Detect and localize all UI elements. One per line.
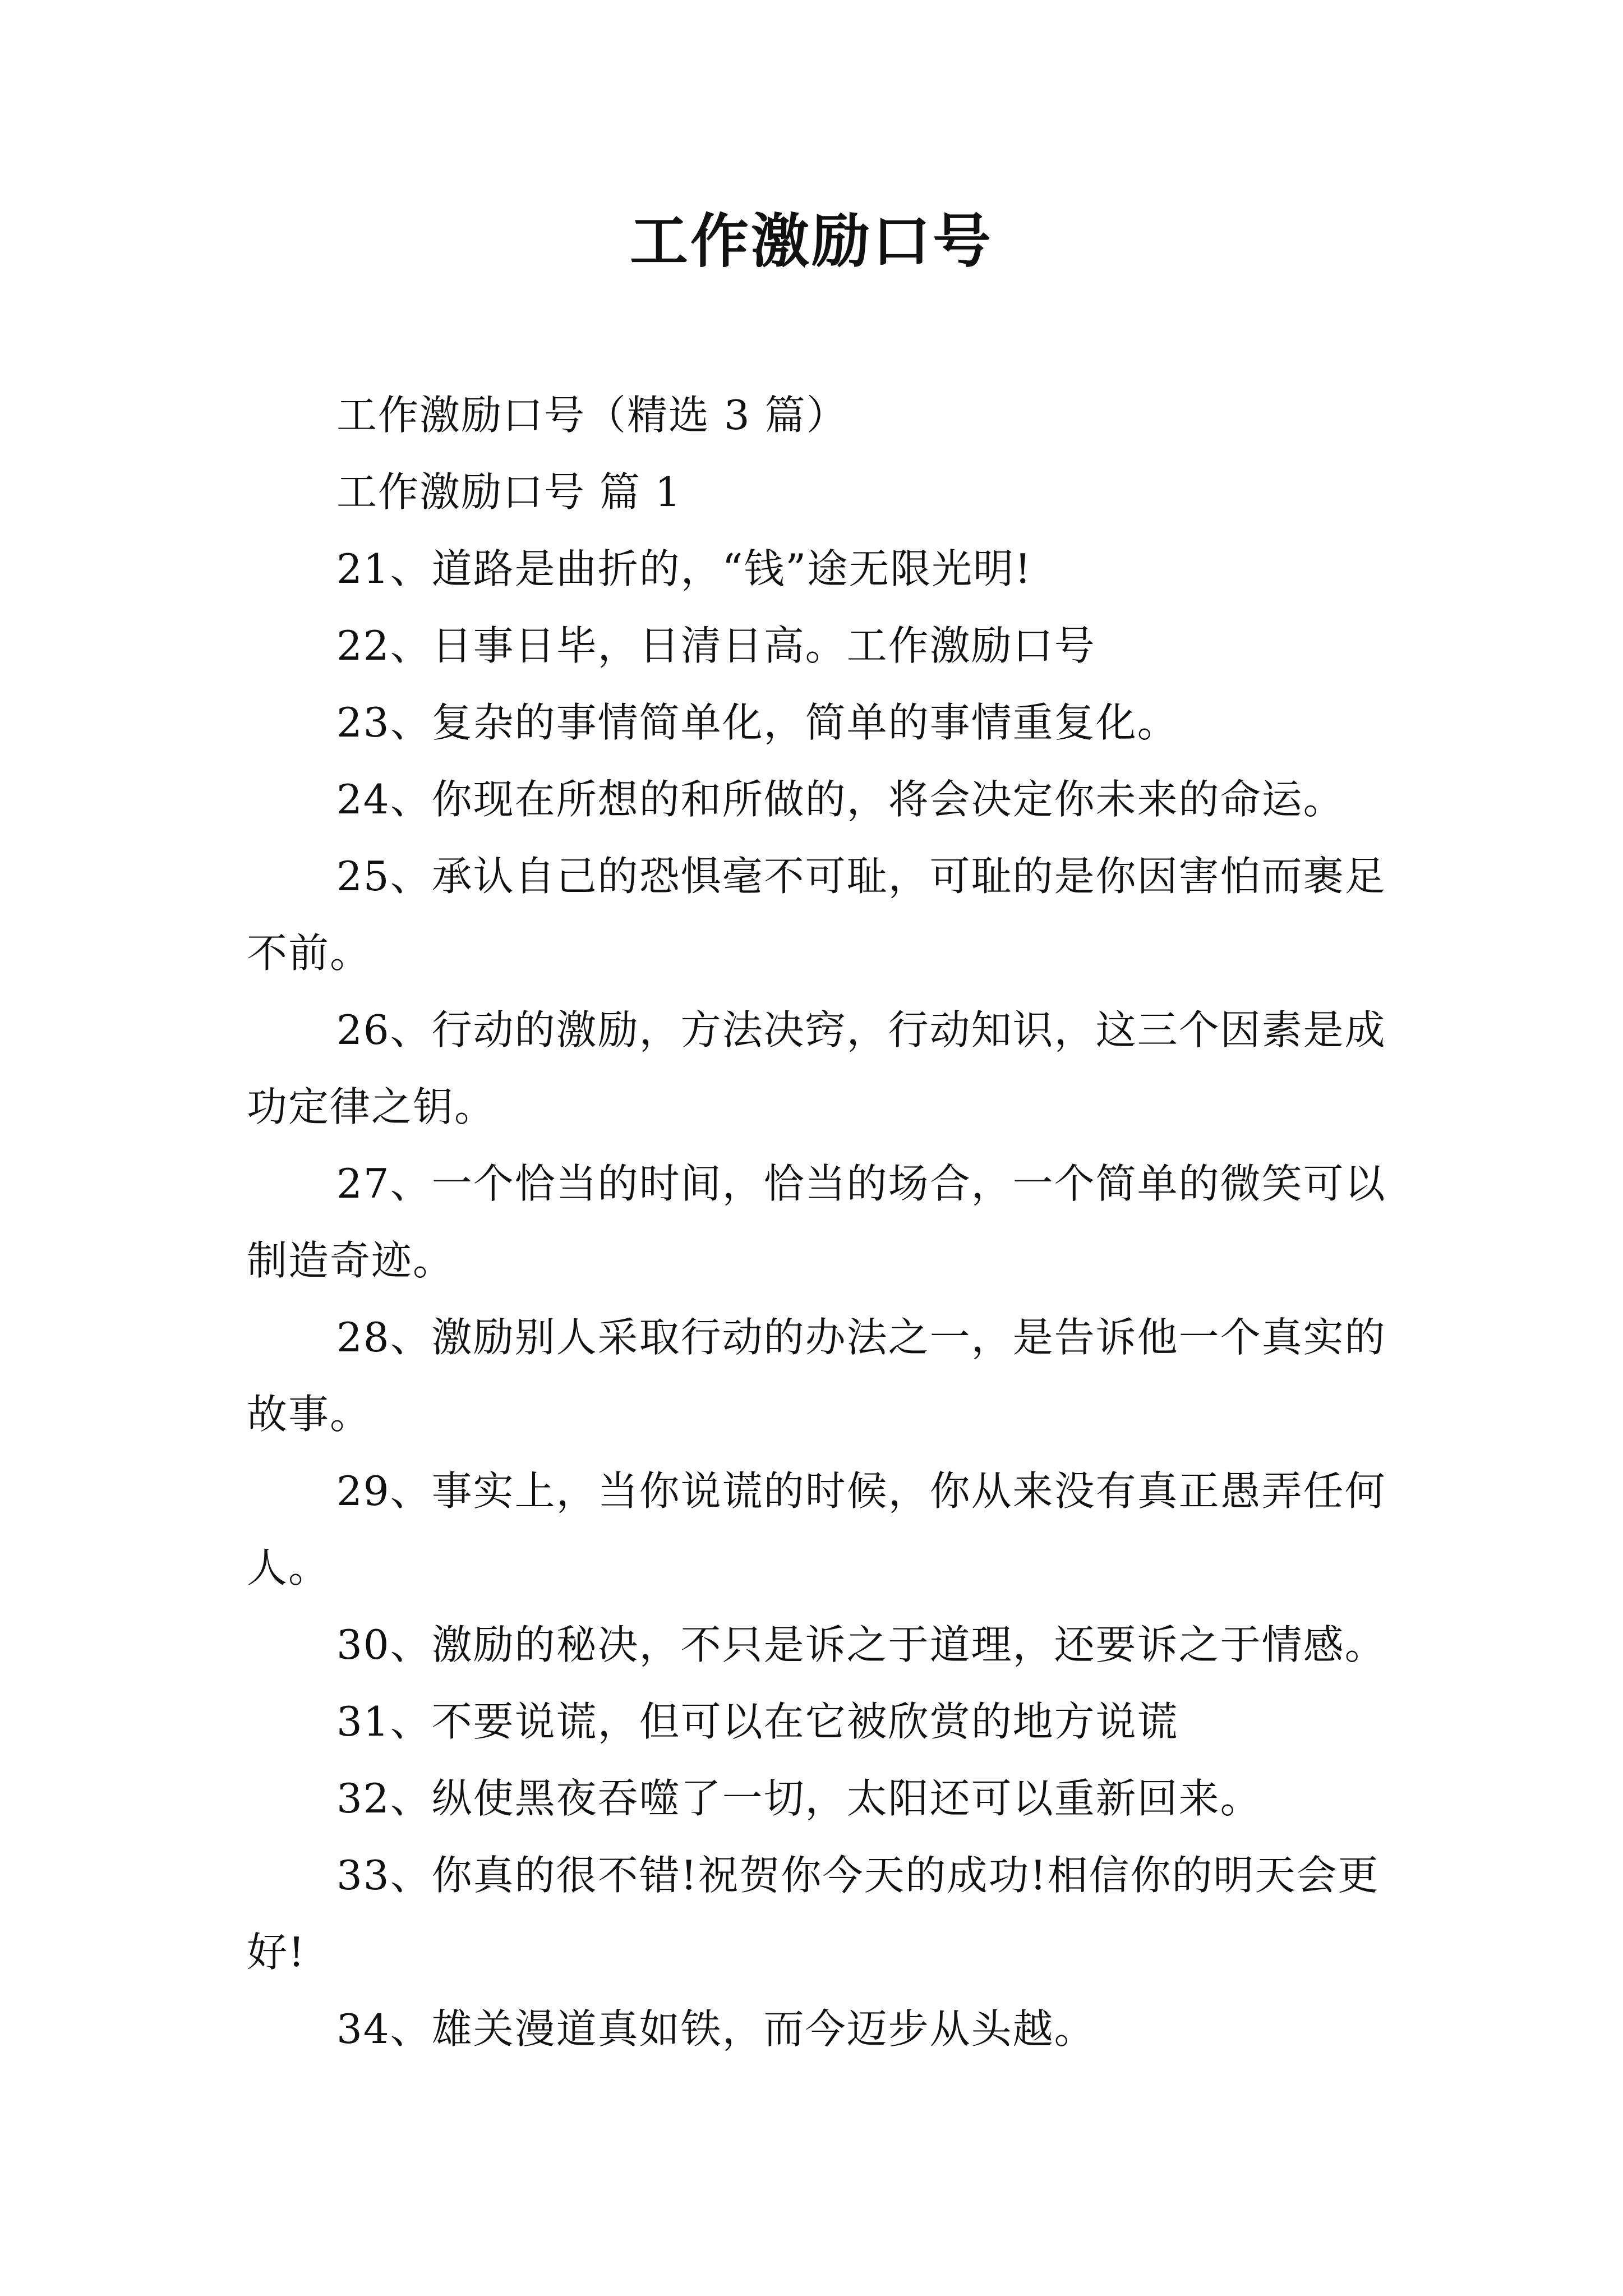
paragraph-slogan-22: 22、日事日毕，日清日高。工作激励口号 [336, 622, 1096, 669]
paragraph-slogan-34: 34、雄关漫道真如铁，而今迈步从头越。 [336, 2005, 1096, 2053]
paragraph-slogan-24: 24、你现在所想的和所做的，将会决定你未来的命运。 [336, 776, 1345, 823]
paragraph-slogan-33: 33、你真的很不错!祝贺你今天的成功!相信你的明天会更好! [247, 1852, 1380, 1976]
paragraph-slogan-30: 30、激励的秘决，不只是诉之于道理，还要诉之于情感。 [336, 1621, 1386, 1668]
paragraph-slogan-21: 21、道路是曲折的，“钱”途无限光明! [336, 545, 1032, 592]
paragraph-slogan-23: 23、复杂的事情简单化，简单的事情重复化。 [336, 699, 1179, 746]
paragraph-slogan-28: 28、激励别人采取行动的办法之一，是告诉他一个真实的故事。 [247, 1314, 1386, 1438]
paragraph-slogan-27: 27、一个恰当的时间，恰当的场合，一个简单的微笑可以制造奇迹。 [247, 1160, 1386, 1284]
document-title: 工作激励口号 [629, 207, 993, 275]
document-body [247, 377, 1391, 2068]
paragraph-slogan-29: 29、事实上，当你说谎的时候，你从来没有真正愚弄任何人。 [247, 1467, 1386, 1591]
paragraph-slogan-32: 32、纵使黑夜吞噬了一切，太阳还可以重新回来。 [336, 1775, 1262, 1822]
paragraph-slogan-26: 26、行动的激励，方法决窍，行动知识，这三个因素是成功定律之钥。 [247, 1006, 1386, 1130]
paragraph-slogan-31: 31、不要说谎，但可以在它被欣赏的地方说谎 [336, 1698, 1179, 1745]
paragraph-slogan-25: 25、承认自己的恐惧毫不可耻，可耻的是你因害怕而裹足不前。 [247, 853, 1386, 977]
paragraph-section-heading: 工作激励口号 篇 1 [336, 468, 682, 516]
paragraph-subtitle: 工作激励口号（精选 3 篇） [336, 392, 848, 439]
